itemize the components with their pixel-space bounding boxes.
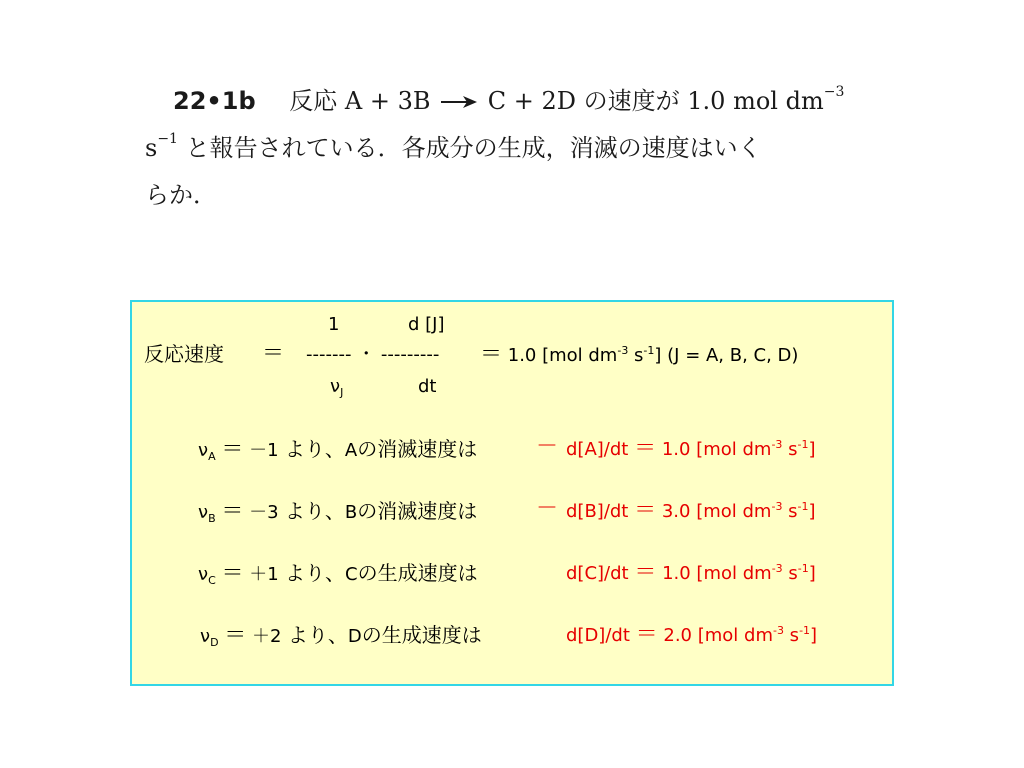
rate-row-c-left: $\nu_C = +1$ より、Cの生成速度は: [198, 561, 478, 587]
answer-box: [130, 300, 894, 686]
denominator-dt: dt: [418, 376, 437, 397]
equals-sign: ＝: [262, 341, 285, 366]
unit-exponent: −3: [823, 84, 845, 100]
numerator-one: 1: [328, 314, 340, 335]
fraction-line: ------- ・ ---------: [306, 344, 440, 365]
definition-rhs: ＝ 1.0 [mol $dm^{-3}$ $s^{-1}$] (J = A, B, C, D): [480, 342, 799, 367]
problem-line-1: [145, 78, 895, 125]
problem-statement: [145, 78, 895, 219]
rate-row-b-right: d[B]/dt ＝ 3.0 [mol $dm^{-3}$ $s^{-1}$]: [566, 498, 816, 523]
reaction-right: C + 2D の速度が 1.0 mol dm: [487, 87, 824, 115]
rate-row-d-left: $\nu_D = +2$ より、Dの生成速度は: [200, 623, 482, 649]
rate-row-a-left: $\nu_A = -1$ より、Aの消滅速度は: [198, 437, 478, 463]
unit-exponent: −1: [157, 131, 178, 147]
rate-row-b-left: $\nu_B = -3$ より、Bの消滅速度は: [198, 499, 478, 525]
rate-row-c-right: d[C]/dt ＝ 1.0 [mol $dm^{-3}$ $s^{-1}$]: [566, 560, 816, 585]
reaction-arrow-icon: [438, 78, 480, 125]
rate-row-a-sign: －: [536, 434, 559, 459]
reaction-left: 反応 A + 3B: [289, 87, 431, 115]
problem-line-3: らか．: [145, 181, 217, 209]
numerator-dJ: d [J]: [408, 314, 445, 335]
problem-line-2: [145, 125, 895, 172]
unit-s: s: [145, 134, 158, 162]
rate-row-d-right: d[D]/dt ＝ 2.0 [mol $dm^{-3}$ $s^{-1}$]: [566, 622, 818, 647]
rate-row-b-sign: －: [536, 496, 559, 521]
rate-row-a-right: d[A]/dt ＝ 1.0 [mol $dm^{-3}$ $s^{-1}$]: [566, 436, 816, 461]
problem-number: 22•1b: [173, 87, 256, 115]
problem-text: と報告されている．各成分の生成，消滅の速度はいく: [177, 134, 762, 162]
denominator-nu: $\nu_J$: [330, 376, 344, 399]
rate-label: 反応速度: [144, 342, 224, 366]
